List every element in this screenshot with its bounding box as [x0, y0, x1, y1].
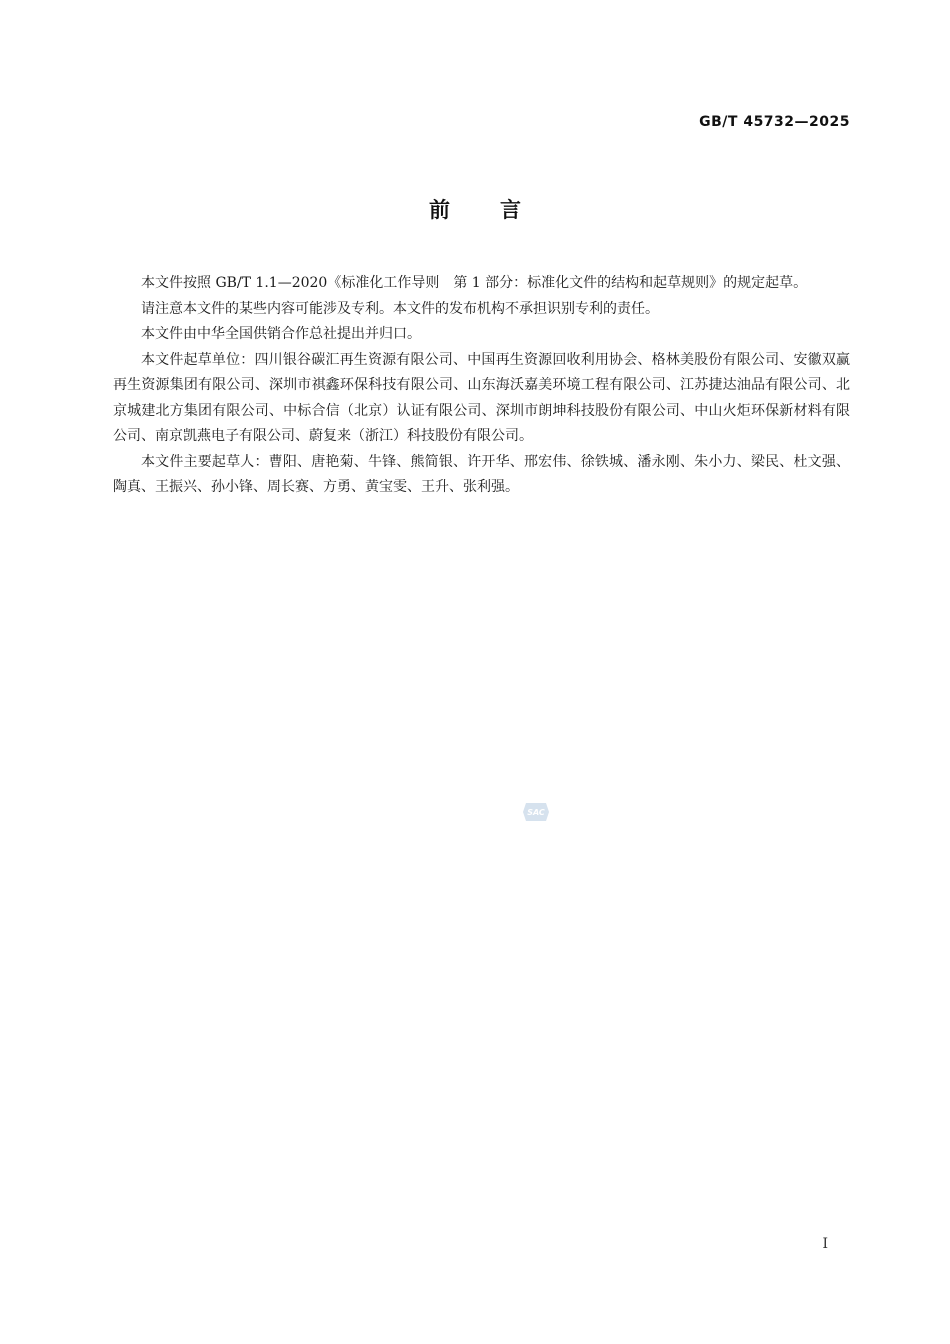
- standard-code: GB/T 45732—2025: [699, 114, 850, 130]
- paragraph-drafting-rules: 本文件按照 GB/T 1.1—2020《标准化工作导则 第 1 部分：标准化文件的结构和起草规则》的规定起草。: [141, 275, 808, 291]
- paragraph-proposer: 本文件由中华全国供销合作总社提出并归口。: [141, 326, 421, 342]
- paragraph-drafting-units: 本文件起草单位：四川银谷碳汇再生资源有限公司、中国再生资源回收利用协会、格林美股份有限公司、安徽双赢再生资源集团有限公司、深圳市祺鑫环保科技有限公司、山东海沃嘉美环境工程有限公司、江苏捷达油品有限公司、北京城建北方集团有限公司、中标合信（北京）认证有限公司、深圳市朗坤科技股份有限公司、中山火炬环保新材料有限公司、南京凯燕电子有限公司、蔚复来（浙江）科技股份有限公司。: [113, 351, 850, 444]
- watermark-text: SAC: [527, 808, 545, 817]
- page-number: I: [822, 1236, 828, 1252]
- sac-watermark-logo: [522, 800, 550, 824]
- page-title: 前言: [429, 198, 571, 222]
- document-body: [113, 271, 850, 501]
- paragraph-drafters: 本文件主要起草人：曹阳、唐艳菊、牛锋、熊简银、许开华、邢宏伟、徐铁城、潘永刚、朱小力、梁民、杜文强、陶真、王振兴、孙小锋、周长赛、方勇、黄宝雯、王升、张利强。: [113, 453, 850, 495]
- paragraph-patent-notice: 请注意本文件的某些内容可能涉及专利。本文件的发布机构不承担识别专利的责任。: [141, 300, 659, 317]
